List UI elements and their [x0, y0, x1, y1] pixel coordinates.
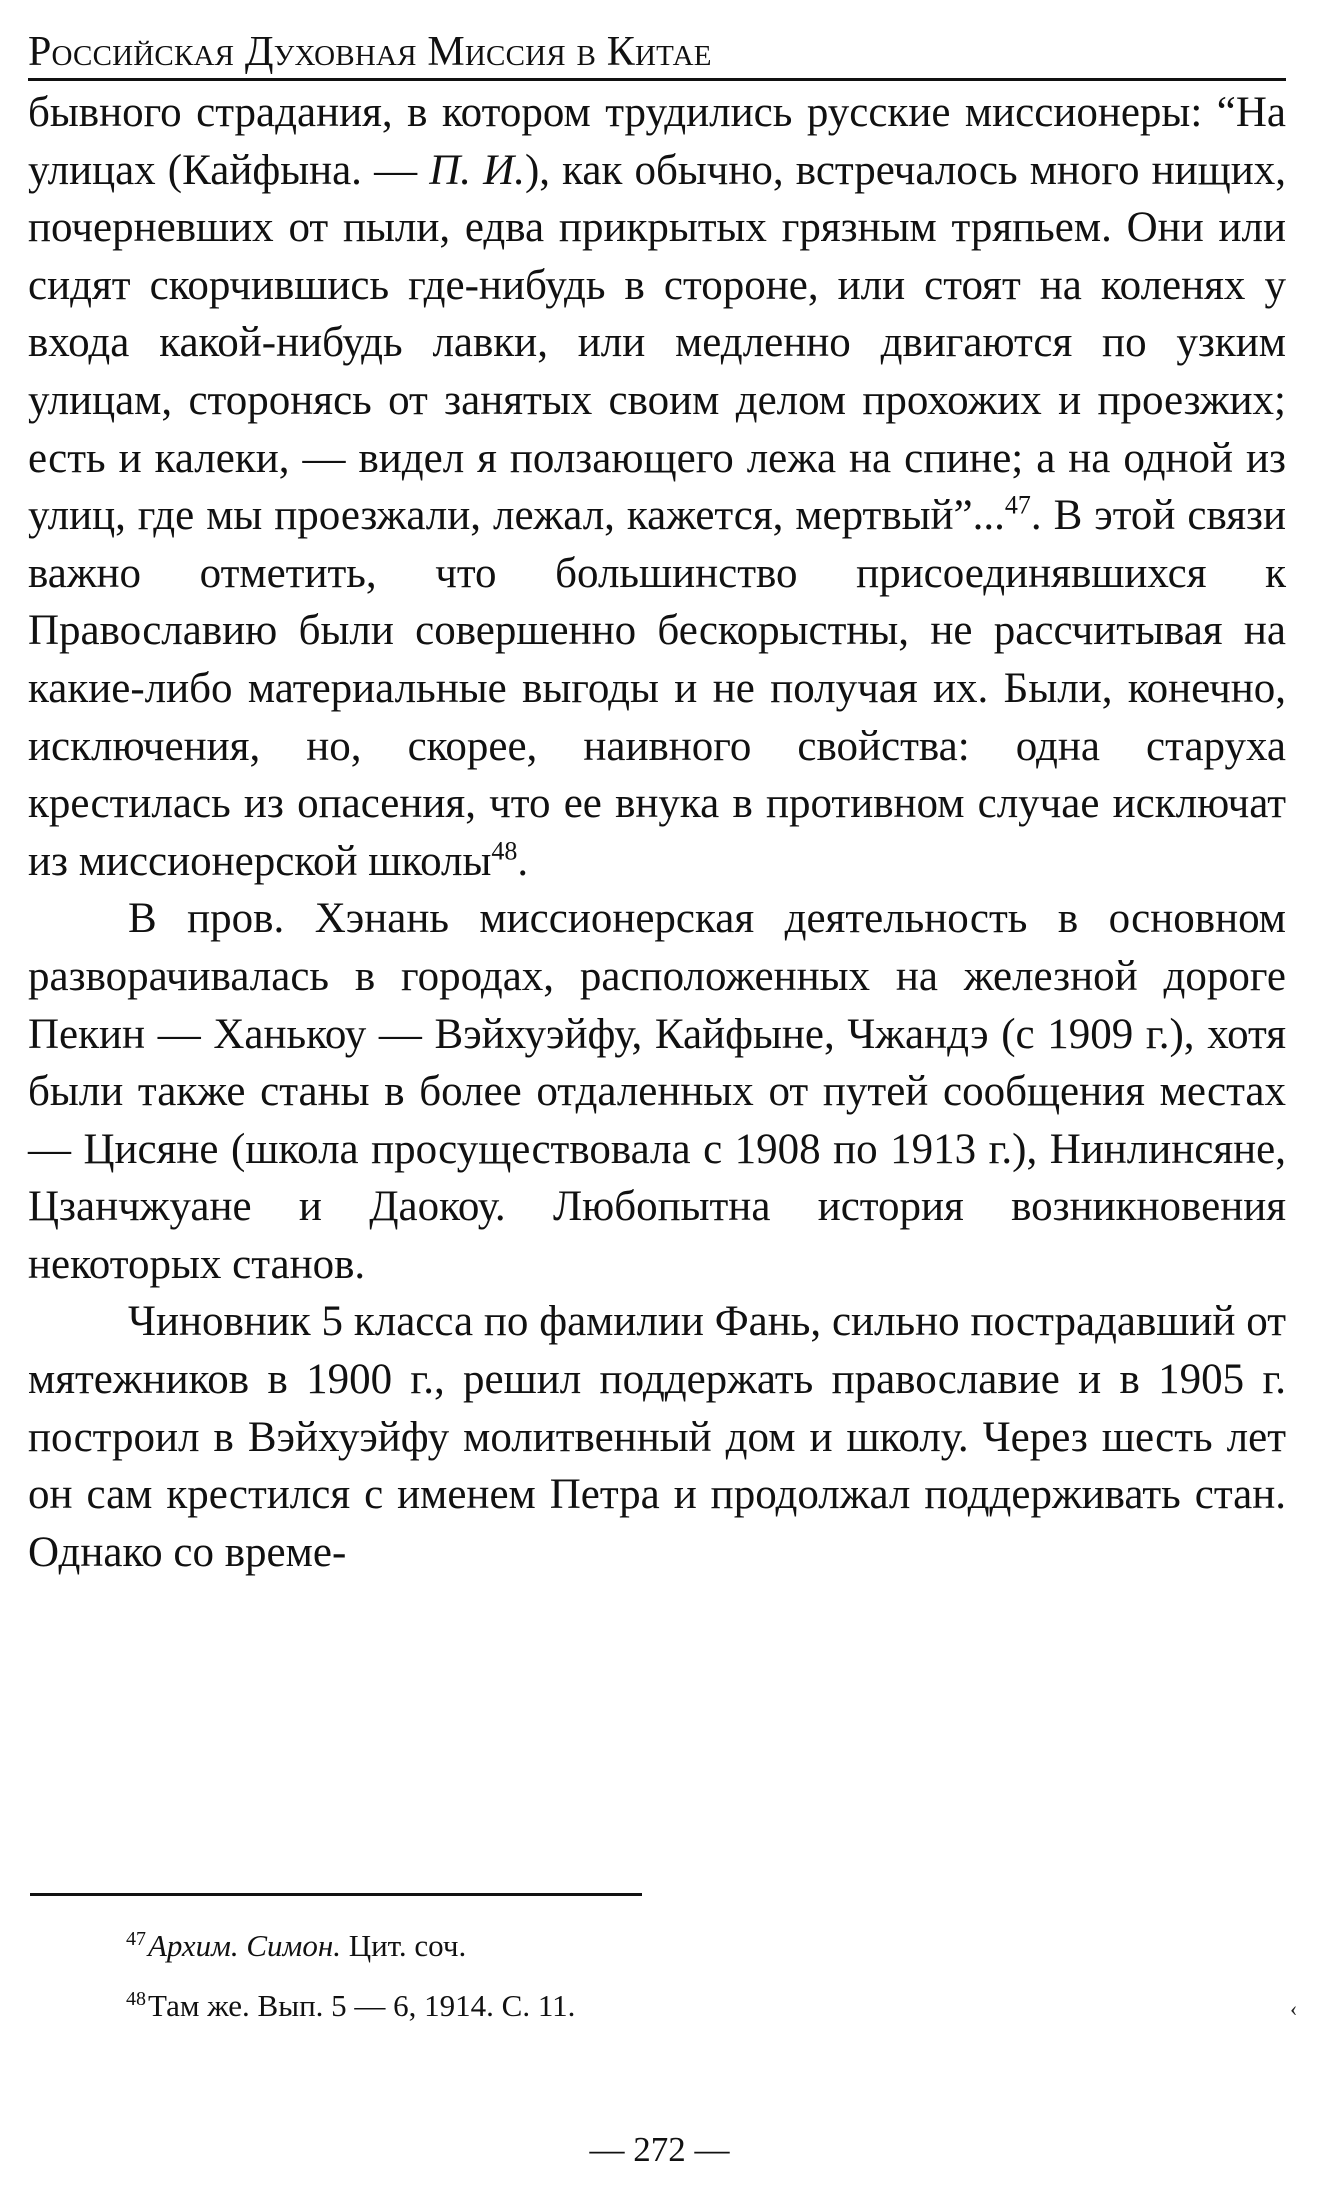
footnote-rule: [30, 1893, 642, 1896]
author-initials: П. И.: [429, 146, 525, 194]
footnote-text: Там же. Вып. 5 — 6, 1914. С. 11.: [148, 1988, 576, 2023]
paragraph-3: Чиновник 5 класса по фамилии Фань, сильно пострадавший от мятежников в 1900 г., решил поддержать православие и в 1905 г. построил в Вэйхуэйфу молитвенный дом и школу. Через шесть лет он сам крестился с именем Петра и продолжал поддерживать стан. Однако со време-: [28, 1298, 1286, 1576]
running-header: Российская Духовная Миссия в Китае: [28, 29, 712, 75]
footnote-number: 47: [126, 1927, 146, 1950]
header-rule: [28, 78, 1286, 81]
footnote-ref-47[interactable]: 47: [1004, 490, 1031, 520]
page-number: — 272 —: [589, 2130, 730, 2169]
paragraph-1-part-b: ), как обычно, встречалось много нищих, почерневших от пыли, едва прикрытых грязным тряпьем. Они или сидят скорчившись где-нибудь в стороне, или стоят на коленях у входа какой-нибудь лавки, или медленно двигаются по узким улицам, сторонясь от занятых своим делом прохожих и проезжих; есть и калеки, — видел я ползающего лежа на спине; а на одной из улиц, где мы проезжали, лежал, кажется, мертвый”...: [28, 146, 1287, 540]
footnote-number: 48: [126, 1987, 146, 2010]
footnote-47: [126, 1916, 1226, 1976]
footnote-author: Архим. Симон.: [148, 1928, 341, 1963]
paragraph-1-part-c: . В этой связи важно отметить, что большинство присоединявшихся к Православию были совершенно бескорыстны, не рассчитывая на какие-либо материальные выгоды и не получая их. Были, конечно, исключения, но, скорее, наивного свойства: одна старуха крестилась из опасения, что ее внука в противном случае исключат из миссионерской школы: [28, 492, 1286, 885]
footnotes: [126, 1916, 1226, 2036]
footnote-48: [126, 1976, 1226, 2036]
footnote-ref-48[interactable]: 48: [491, 836, 518, 866]
body-text: [28, 84, 1286, 1581]
paragraph-1-part-d: .: [517, 837, 529, 885]
paragraph-1: [28, 84, 1286, 890]
footnote-text: Цит. соч.: [340, 1928, 467, 1963]
paragraph-2: В пров. Хэнань миссионерская деятельность в основном разворачивалась в городах, расположенных на железной дороге Пекин — Ханькоу — Вэйхуэйфу, Кайфыне, Чжандэ (с 1909 г.), хотя были также станы в более отдаленных от путей сообщения местах — Цисяне (школа просуществовала с 1908 по 1913 г.), Нинлинсяне, Цзанчжуане и Даокоу. Любопытна история возникновения некоторых станов.: [28, 895, 1286, 1288]
scan-speck: ‹: [1290, 1996, 1298, 2021]
paragraph-1-part-a: бывного страдания, в котором трудились русские миссионеры: “На улицах (Кайфына. —: [28, 89, 1286, 194]
